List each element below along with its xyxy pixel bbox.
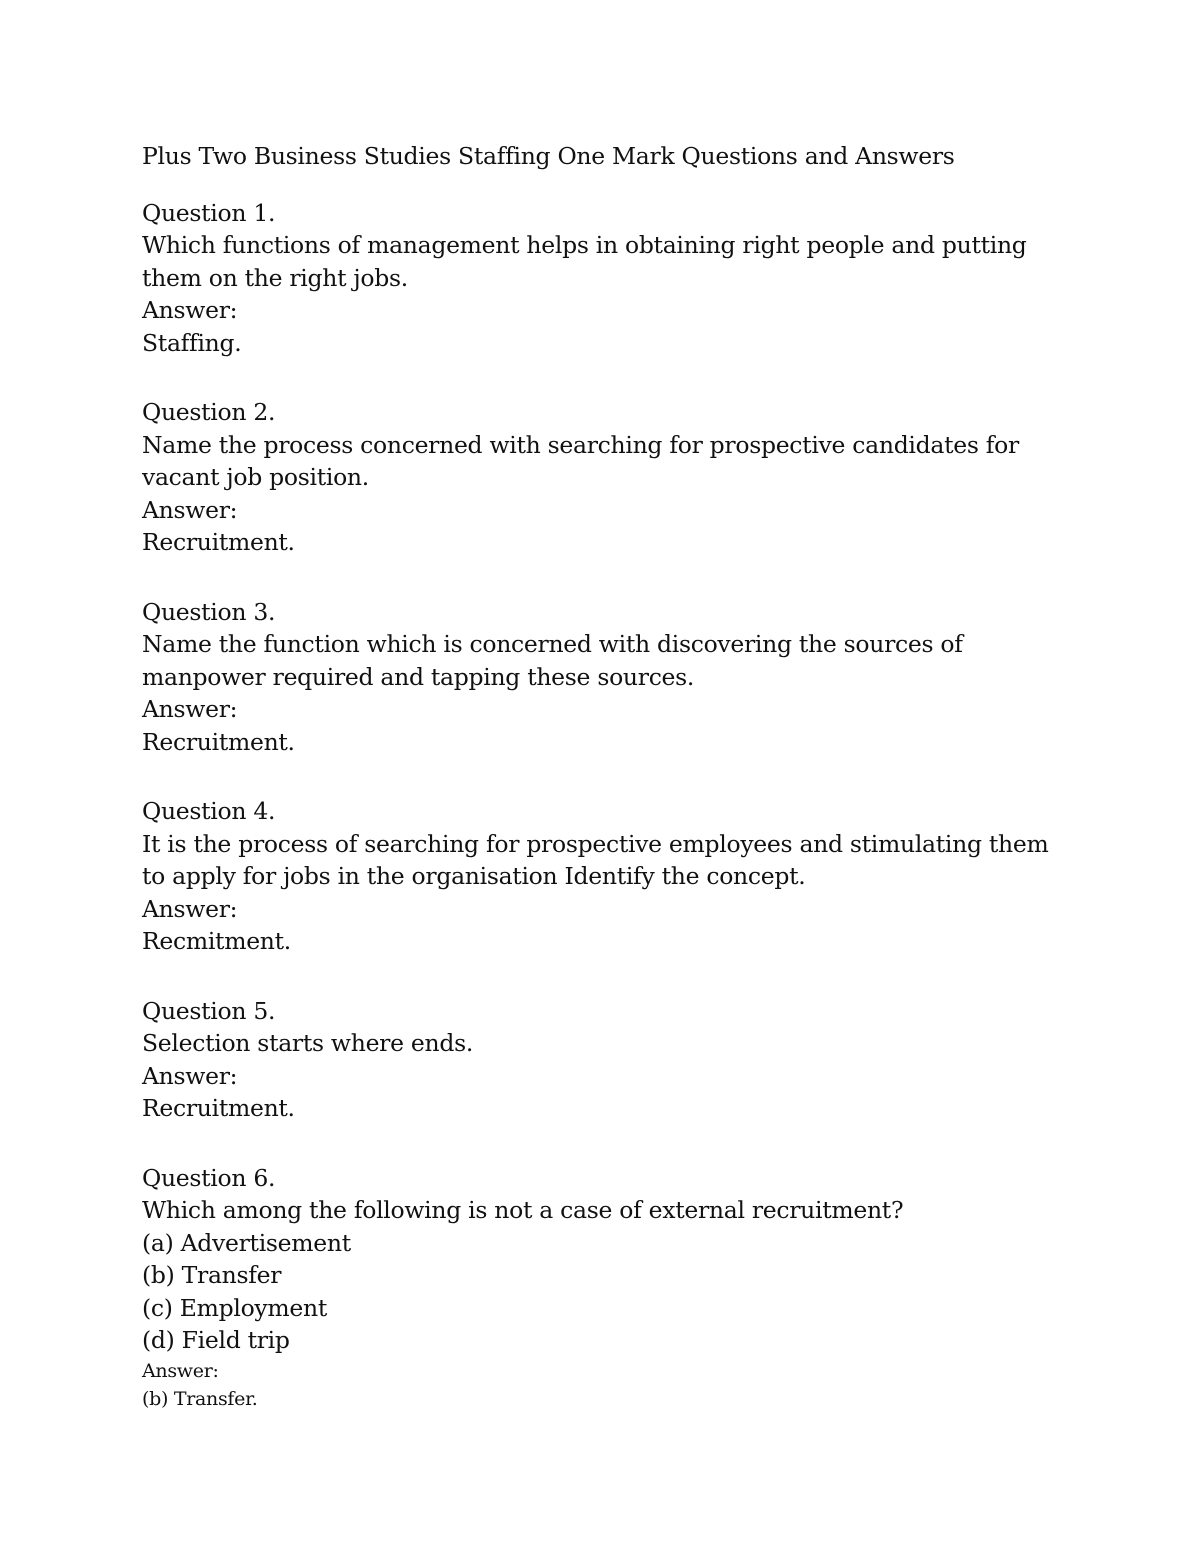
question-block-2 xyxy=(142,396,1062,559)
question-label: Question 5. xyxy=(142,996,276,1025)
answer-text: Recruitment. xyxy=(142,1094,295,1122)
question-label: Question 4. xyxy=(142,797,276,825)
question-block-3 xyxy=(142,596,1062,759)
option-a: (a) Advertisement xyxy=(142,1228,351,1257)
question-label: Question 1. xyxy=(142,198,276,227)
option-b: (b) Transfer xyxy=(142,1261,282,1289)
answer-text: Recruitment. xyxy=(142,727,295,756)
document-content xyxy=(142,140,1062,1450)
question-text-line: them on the right jobs. xyxy=(142,263,408,292)
answer-label: Answer: xyxy=(142,296,238,324)
question-label: Question 2. xyxy=(142,398,276,426)
question-text-line: Selection starts where ends. xyxy=(142,1029,474,1057)
question-text-line: vacant job position. xyxy=(142,463,369,491)
question-label: Question 3. xyxy=(142,597,276,626)
question-text-line: It is the process of searching for prospective employees and stimulating them xyxy=(142,829,1049,858)
option-c: (c) Employment xyxy=(142,1293,327,1322)
question-text-line: Which among the following is not a case of external recruitment? xyxy=(142,1196,904,1224)
answer-text: Recruitment. xyxy=(142,528,295,556)
answer-label: Answer: xyxy=(142,1359,219,1382)
option-d: (d) Field trip xyxy=(142,1326,290,1354)
answer-label: Answer: xyxy=(142,1061,238,1090)
answer-text: (b) Transfer. xyxy=(142,1387,258,1410)
question-text-line: Name the process concerned with searching for prospective candidates for xyxy=(142,430,1019,459)
answer-label: Answer: xyxy=(142,695,238,723)
question-text-line: manpower required and tapping these sources. xyxy=(142,662,695,691)
document-title: Plus Two Business Studies Staffing One Mark Questions and Answers xyxy=(142,142,955,170)
question-label: Question 6. xyxy=(142,1163,276,1192)
question-text-line: Name the function which is concerned with discovering the sources of xyxy=(142,630,963,658)
question-block-4 xyxy=(142,795,1062,958)
answer-text: Recmitment. xyxy=(142,927,291,955)
answer-label: Answer: xyxy=(142,894,238,923)
question-block-1 xyxy=(142,197,1062,360)
question-text-line: to apply for jobs in the organisation Identify the concept. xyxy=(142,862,806,890)
question-text-line: Which functions of management helps in obtaining right people and putting xyxy=(142,231,1027,259)
answer-text: Staffing. xyxy=(142,328,242,357)
question-block-6 xyxy=(142,1162,1062,1413)
question-block-5 xyxy=(142,995,1062,1125)
answer-label: Answer: xyxy=(142,495,238,524)
